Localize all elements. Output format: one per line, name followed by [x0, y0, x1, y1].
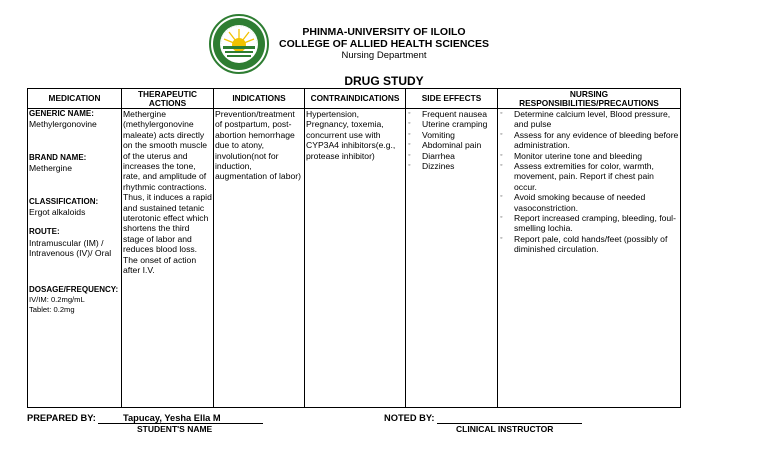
- noted-by-label: NOTED BY:: [384, 413, 435, 423]
- route-value: Intramuscular (IM) / Intravenous (IV)/ Oral: [29, 237, 112, 259]
- therapeutic-actions-cell: Methergine (methylergonovine maleate) acts directly on the smooth muscle of the uterus and increases the tone, rate, and amplitude of rhythmic contractions. Thus, it induces a rapid and sustained tetanic uterotonic effect which shortens the third stage of labor and reduces blood loss. The onset of action after I.V.: [122, 109, 214, 408]
- list-item: ◦ Determine calcium level, Blood pressure, and pulse: [499, 109, 679, 130]
- list-item: ◦ Assess for any evidence of bleeding before administration.: [499, 130, 679, 151]
- table-row: [28, 109, 681, 408]
- student-name-caption: STUDENT'S NAME: [137, 424, 213, 434]
- column-header-side-effects: SIDE EFFECTS: [406, 89, 498, 109]
- classification-value: Ergot alkaloids: [29, 207, 86, 218]
- drug-study-table: [27, 88, 681, 408]
- clinical-instructor-caption: CLINICAL INSTRUCTOR: [456, 424, 554, 434]
- document-header: [268, 26, 500, 62]
- column-header-medication: MEDICATION: [28, 89, 122, 109]
- side-effects-cell: [406, 109, 498, 408]
- brand-name-label: BRAND NAME:: [29, 152, 87, 162]
- nursing-cell: [498, 109, 681, 408]
- college-name: COLLEGE OF ALLIED HEALTH SCIENCES: [278, 38, 489, 50]
- dosage-value-injection: IV/IM: 0.2mg/mL: [29, 295, 85, 305]
- brand-name-value: Methergine: [29, 163, 72, 174]
- list-item: ◦ Frequent nausea: [407, 109, 496, 119]
- indications-cell: Prevention/treatment of postpartum, post-abortion hemorrhage due to atony, involution(not for induction, augmentation of labor): [214, 109, 305, 408]
- list-item: ◦ Avoid smoking because of needed vasoconstriction.: [499, 192, 679, 213]
- list-item: ◦ Abdominal pain: [407, 140, 496, 150]
- route-label: ROUTE:: [29, 227, 60, 237]
- department-name: Nursing Department: [341, 50, 427, 61]
- column-header-contraindications: CONTRAINDICATIONS: [305, 89, 406, 109]
- dosage-label: DOSAGE/FREQUENCY:: [29, 284, 119, 294]
- noted-by-line: [437, 413, 582, 424]
- contraindications-cell: Hypertension, Pregnancy, toxemia, concurrent use with CYP3A4 inhibitors(e.g., protease inhibitor): [305, 109, 406, 408]
- page-title: DRUG STUDY: [344, 74, 424, 88]
- university-seal-logo: [209, 12, 269, 76]
- prepared-by-name: Tapucay, Yesha Ella M: [123, 413, 221, 423]
- university-name: PHINMA-UNIVERSITY OF ILOILO: [302, 26, 466, 38]
- table-header-row: [28, 89, 681, 109]
- generic-name-label: GENERIC NAME:: [29, 109, 94, 118]
- list-item: ◦ Uterine cramping: [407, 119, 496, 129]
- column-header-indications: INDICATIONS: [214, 89, 305, 109]
- prepared-by-label: PREPARED BY:: [27, 413, 96, 423]
- list-item: ◦ Report increased cramping, bleeding, foul-smelling lochia.: [499, 213, 679, 234]
- list-item: ◦ Report pale, cold hands/feet (possibly of diminished circulation.: [499, 234, 679, 255]
- list-item: ◦ Vomiting: [407, 130, 496, 140]
- list-item: ◦ Dizzines: [407, 161, 496, 171]
- classification-label: CLASSIFICATION:: [29, 196, 99, 206]
- list-item: ◦ Assess extremities for color, warmth, movement, pain. Report if chest pain occur.: [499, 161, 679, 192]
- column-header-nursing: NURSING RESPONSIBILITIES/PRECAUTIONS: [498, 89, 681, 109]
- dosage-value-tablet: Tablet: 0.2mg: [29, 305, 75, 315]
- generic-name-value: Methylergonovine: [29, 119, 97, 130]
- medication-cell: [28, 109, 122, 408]
- list-item: ◦ Diarrhea: [407, 151, 496, 161]
- list-item: ◦ Monitor uterine tone and bleeding: [499, 151, 679, 161]
- column-header-therapeutic-actions: THERAPEUTIC ACTIONS: [122, 89, 214, 109]
